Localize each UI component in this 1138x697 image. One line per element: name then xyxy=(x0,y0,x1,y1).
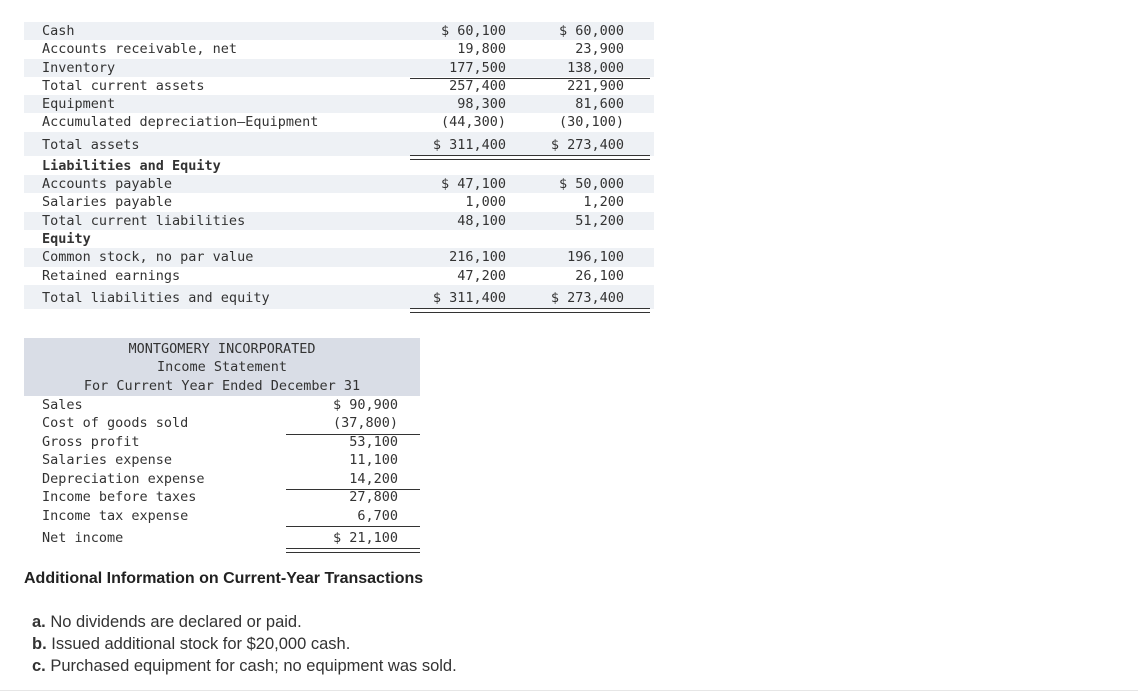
bs-row-total-current-liabilities xyxy=(24,212,654,230)
income-statement-header xyxy=(24,338,420,396)
bs-row-salaries-payable xyxy=(24,193,654,211)
item-text: Issued additional stock for $20,000 cash. xyxy=(51,635,351,653)
item-text: Purchased equipment for cash; no equipment was sold. xyxy=(50,657,457,675)
statement-title: Income Statement xyxy=(156,359,288,376)
is-row-net-income xyxy=(24,525,420,549)
is-value: (37,800) xyxy=(332,415,398,432)
bs-row-total-current-assets xyxy=(24,77,654,95)
list-item xyxy=(32,655,457,677)
is-value: 27,800 xyxy=(349,489,398,506)
bs-label: Total current liabilities xyxy=(42,212,246,229)
item-text: No dividends are declared or paid. xyxy=(50,613,302,631)
is-value: 6,700 xyxy=(357,507,398,524)
bs-prior-value: 81,600 xyxy=(575,96,624,113)
bs-prior-value: 26,100 xyxy=(575,267,624,284)
bs-label: Retained earnings xyxy=(42,267,181,284)
bs-label: Accounts receivable, net xyxy=(42,41,238,58)
is-label: Sales xyxy=(42,396,83,413)
bs-prior-value: 221,900 xyxy=(567,77,624,94)
bs-current-value: 98,300 xyxy=(457,96,506,113)
bs-current-value: 19,800 xyxy=(457,41,506,58)
is-label: Gross profit xyxy=(42,433,140,450)
bs-label: Equipment xyxy=(42,96,116,113)
is-label: Income tax expense xyxy=(42,507,189,524)
list-item xyxy=(32,633,457,655)
bs-prior-value: $ 273,400 xyxy=(550,289,624,306)
is-row-income-before-taxes xyxy=(24,488,420,507)
is-value: $ 90,900 xyxy=(332,396,398,413)
bs-label: Total liabilities and equity xyxy=(42,289,270,306)
bs-row-common-stock xyxy=(24,248,654,266)
bs-current-value: 257,400 xyxy=(449,77,506,94)
bs-row-total-assets xyxy=(24,132,654,156)
bs-section-liabilities-equity xyxy=(24,157,654,175)
bs-row-accumulated-depreciation xyxy=(24,113,654,131)
is-row-cogs xyxy=(24,414,420,433)
bs-label: Total current assets xyxy=(42,77,205,94)
bs-prior-value: 1,200 xyxy=(583,194,624,211)
is-value: $ 21,100 xyxy=(332,530,398,547)
bs-current-value: (44,300) xyxy=(440,114,506,131)
list-item xyxy=(32,611,457,633)
income-statement-table xyxy=(24,338,420,549)
bs-label: Common stock, no par value xyxy=(42,249,254,266)
bs-prior-value: 196,100 xyxy=(567,249,624,266)
additional-info-list xyxy=(32,611,457,677)
bs-current-value: $ 311,400 xyxy=(432,136,506,153)
bs-prior-value: $ 273,400 xyxy=(550,136,624,153)
statement-period: For Current Year Ended December 31 xyxy=(83,377,361,394)
bs-label: Salaries payable xyxy=(42,194,173,211)
section-heading: Equity xyxy=(42,230,91,247)
bs-section-equity xyxy=(24,230,654,248)
is-row-gross-profit xyxy=(24,433,420,452)
section-heading: Liabilities and Equity xyxy=(42,157,221,174)
bs-label: Total assets xyxy=(42,136,140,153)
bs-prior-value: 23,900 xyxy=(575,41,624,58)
bs-current-value: $ 311,400 xyxy=(432,289,506,306)
is-row-salaries-expense xyxy=(24,451,420,470)
bs-current-value: 216,100 xyxy=(449,249,506,266)
bs-row-cash xyxy=(24,22,654,40)
bs-prior-value: $ 60,000 xyxy=(558,23,624,39)
bs-current-value: $ 47,100 xyxy=(440,176,506,193)
bs-row-accounts-receivable xyxy=(24,40,654,58)
bs-current-value: $ 60,100 xyxy=(440,23,506,39)
is-label: Cost of goods sold xyxy=(42,415,189,432)
is-value: 14,200 xyxy=(349,470,398,487)
is-label: Depreciation expense xyxy=(42,470,205,487)
bs-current-value: 47,200 xyxy=(457,267,506,284)
bs-current-value: 48,100 xyxy=(457,212,506,229)
is-row-sales xyxy=(24,396,420,415)
is-label: Net income xyxy=(42,530,124,547)
is-label: Income before taxes xyxy=(42,489,197,506)
bs-current-value: 1,000 xyxy=(465,194,506,211)
bs-row-equipment xyxy=(24,95,654,113)
is-value: 53,100 xyxy=(349,433,398,450)
bs-prior-value: 51,200 xyxy=(575,212,624,229)
bs-label: Inventory xyxy=(42,59,116,76)
is-label: Salaries expense xyxy=(42,452,173,469)
bs-row-retained-earnings xyxy=(24,267,654,285)
is-row-depreciation-expense xyxy=(24,470,420,489)
bs-row-total-liabilities-equity xyxy=(24,285,654,309)
is-value: 11,100 xyxy=(349,452,398,469)
bs-prior-value: $ 50,000 xyxy=(558,176,624,193)
bs-row-accounts-payable xyxy=(24,175,654,193)
bottom-divider xyxy=(0,690,1138,691)
balance-sheet-table xyxy=(24,22,654,309)
bs-prior-value: 138,000 xyxy=(567,59,624,76)
bs-label: Cash xyxy=(42,23,75,39)
additional-info-title: Additional Information on Current-Year Transactions xyxy=(24,570,424,587)
item-marker: c. xyxy=(32,657,46,675)
bs-row-inventory xyxy=(24,59,654,77)
bs-prior-value: (30,100) xyxy=(558,114,624,131)
bs-current-value: 177,500 xyxy=(449,59,506,76)
bs-label: Accumulated depreciation—Equipment xyxy=(42,114,319,131)
item-marker: a. xyxy=(32,613,46,631)
is-row-income-tax-expense xyxy=(24,507,420,526)
item-marker: b. xyxy=(32,635,47,653)
bs-label: Accounts payable xyxy=(42,176,173,193)
company-name: MONTGOMERY INCORPORATED xyxy=(128,341,316,357)
